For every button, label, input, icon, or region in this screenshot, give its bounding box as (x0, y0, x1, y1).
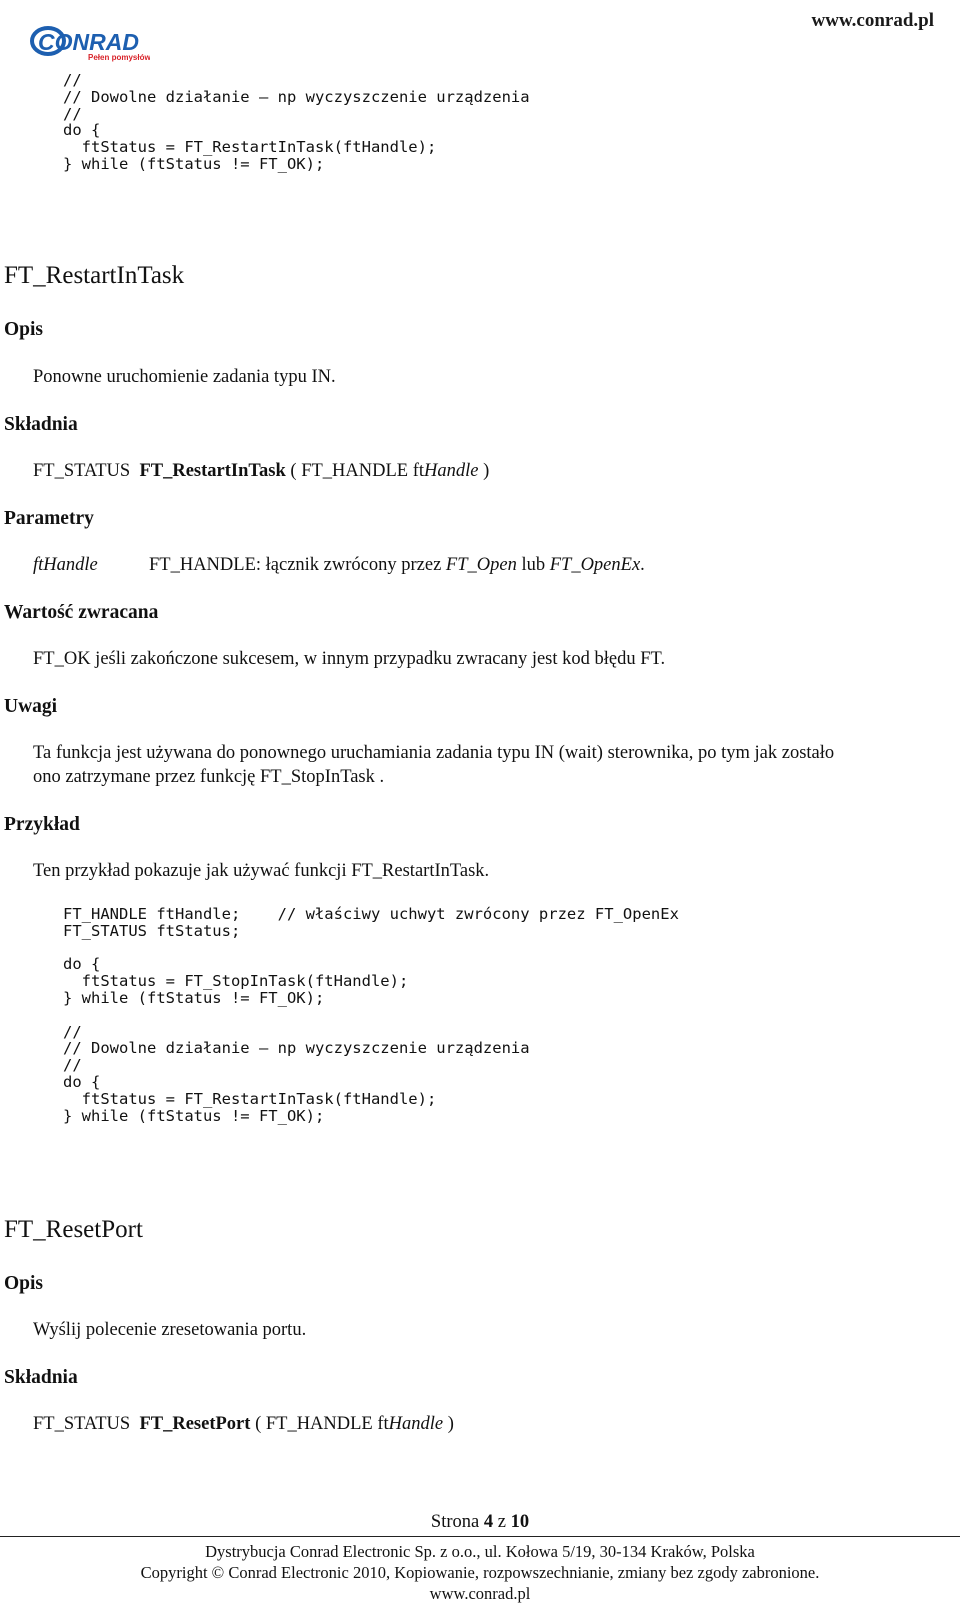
param-desc-text: FT_HANDLE: łącznik zwrócony przez (149, 555, 446, 575)
syntax-line (33, 461, 489, 482)
syntax-param: Handle (424, 461, 479, 481)
syntax-function-reset: FT_ResetPort (139, 1414, 251, 1434)
section-title-resetport: FT_ResetPort (4, 1216, 143, 1243)
heading-skladnia-reset: Składnia (4, 1367, 78, 1388)
footer-copyright: Copyright © Conrad Electronic 2010, Kopiowanie, rozpowszechnianie, zmiany bez zgody zabronione. (140, 1563, 820, 1582)
page-current: 4 (483, 1512, 494, 1532)
logo-text: CONRAD (38, 29, 139, 55)
page-of: z (493, 1512, 511, 1532)
page-label: Strona (430, 1512, 484, 1532)
opis-text: Ponowne uruchomienie zadania typu IN. (33, 367, 336, 387)
footer-divider (0, 1536, 960, 1537)
header-url[interactable]: www.conrad.pl (811, 10, 934, 31)
param-name: ftHandle (33, 555, 98, 575)
uwagi-line-1: Ta funkcja jest używana do ponownego uruchamiania zadania typu IN (wait) sterownika, po tym jak zostało (33, 743, 835, 763)
code-block-top: // // Dowolne działanie – np wyczyszczenie urządzenia // do { ftStatus = FT_RestartInTask(ftHandle); } while (ftStatus != FT_OK); (63, 71, 530, 173)
section-title-restartintask: FT_RestartInTask (4, 262, 185, 289)
syntax-open: ( FT_HANDLE ft (290, 461, 424, 481)
uwagi-line-2: ono zatrzymane przez funkcję FT_StopInTask . (33, 767, 385, 787)
code-block-example: FT_HANDLE ftHandle; // właściwy uchwyt zwrócony przez FT_OpenEx FT_STATUS ftStatus; do { ftStatus = FT_StopInTask(ftHandle); } while (ftStatus != FT_OK); // // Dowolne działanie – np wyczyszczenie urządzenia // do { ftStatus = FT_RestartInTask(ftHandle); } while (ftStatus != FT_OK); (63, 905, 679, 1125)
param-desc-ftopenex: FT_OpenEx (549, 555, 641, 575)
opis-text-reset: Wyślij polecenie zresetowania portu. (33, 1320, 307, 1340)
heading-wartosc-zwracana: Wartość zwracana (4, 602, 159, 623)
heading-uwagi: Uwagi (4, 696, 58, 717)
param-desc-or: lub (516, 555, 550, 575)
footer-distribution: Dystrybucja Conrad Electronic Sp. z o.o., ul. Kołowa 5/19, 30-134 Kraków, Polska (205, 1542, 755, 1561)
param-desc-period: . (640, 555, 645, 575)
syntax-type-reset: FT_STATUS (33, 1414, 131, 1434)
page-number (0, 1512, 960, 1533)
heading-opis-reset: Opis (4, 1273, 44, 1294)
syntax-function: FT_RestartInTask (139, 461, 286, 481)
syntax-type: FT_STATUS (33, 461, 131, 481)
heading-opis: Opis (4, 319, 44, 340)
syntax-line-reset (33, 1414, 454, 1435)
page-total: 10 (510, 1512, 530, 1532)
heading-przyklad: Przykład (4, 814, 80, 835)
syntax-close: ) (478, 461, 490, 481)
conrad-logo (22, 6, 150, 62)
przyklad-text: Ten przykład pokazuje jak używać funkcji FT_RestartInTask. (33, 861, 490, 881)
logo-tagline: Pełen pomysłów (88, 53, 150, 62)
syntax-open-reset: ( FT_HANDLE ft (255, 1414, 389, 1434)
syntax-close-reset: ) (443, 1414, 454, 1434)
syntax-param-reset: Handle (388, 1414, 444, 1434)
param-desc-ftopen: FT_Open (445, 555, 517, 575)
heading-parametry: Parametry (4, 508, 94, 529)
param-description (149, 555, 645, 576)
footer-url[interactable]: www.conrad.pl (429, 1584, 531, 1603)
wartosc-text: FT_OK jeśli zakończone sukcesem, w innym przypadku zwracany jest kod błędu FT. (33, 649, 666, 669)
heading-skladnia: Składnia (4, 414, 78, 435)
